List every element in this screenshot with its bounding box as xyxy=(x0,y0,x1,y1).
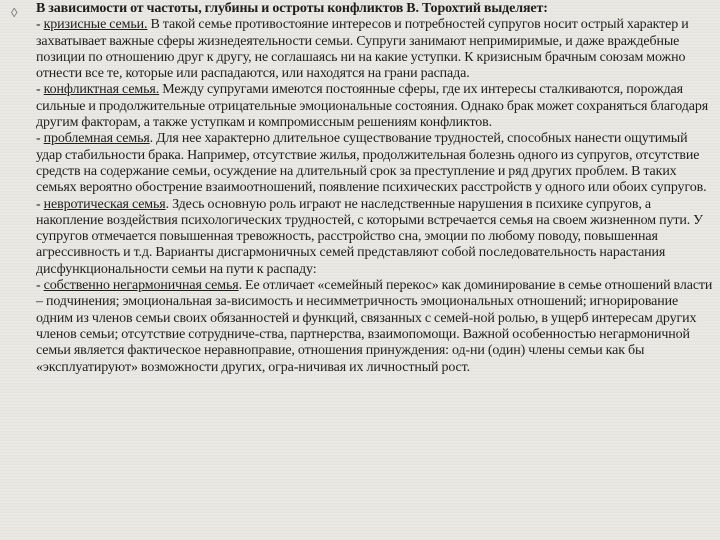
bullet-icon: ◊ xyxy=(11,5,18,20)
type-prefix: - xyxy=(36,278,44,294)
family-type-disharmonious xyxy=(36,278,714,376)
type-description-neurotic: . Здесь основную роль играют не наследственные нарушения в психике супругов, а накопление воздействия психологических трудностей, с которыми встречается семья на своем жизненном пути. У супругов отмечается повышенная тревожность, расстройство сна, эмоции по любому поводу, повышенная агрессивность и т.д. Варианты дисгармоничных семей представляют собой последовательность нарастания дисфункциональности семьи на пути к распаду: xyxy=(36,196,703,277)
type-name-problem: проблемная семья xyxy=(43,131,150,147)
type-prefix: - xyxy=(36,17,44,33)
slide-heading: В зависимости от частоты, глубины и остроты конфликтов В. Торохтий выделяет: xyxy=(36,1,548,16)
type-name-conflict: конфликтная семья. xyxy=(43,82,160,98)
slide-content xyxy=(36,1,714,376)
type-description-problem: . Для нее характерно длительное существование трудностей, способных нанести ощутимый удар стабильности брака. Например, отсутствие жилья, продолжительная болезнь одного из супругов, отсутствие средств на содержание семьи, осуждение на длительный срок за преступление и ряд других проблем. В таких семьях вероятно обострение взаимоотношений, появление психических расстройств у одного или обоих супругов. xyxy=(36,131,707,196)
type-description-disharmonious: . Ее отличает «семейный перекос» как доминирование в семье отношений власти – подчинения; эмоциональная за-висимость и несимметричность эмоциональных отношений; игнорирование одним из членов семьи своих обязанностей и функций, связанных с семей-ной ролью, в ущерб интересам других членов семьи; отсутствие сотрудниче-ства, партнерства, взаимопомощи. Важной особенностью негармоничной семьи является фактическое неравноправие, отношения принуждения: од-ни (один) члены семьи как бы «эксплуатируют» возможности других, огра-ничивая их личностный рост. xyxy=(36,278,713,375)
type-name-disharmonious: собственно негармоничная семья xyxy=(43,278,239,294)
family-type-crisis xyxy=(36,17,714,82)
type-description-crisis: В такой семье противостояние интересов и потребностей супругов носит острый характер и захватывает важные сферы жизнедеятельности семьи. Супруги занимают непримиримые, и даже враждебные позиции по отношению друг к другу, не соглашаясь ни на какие уступки. К кризисным брачным союзам можно отнести все те, которые или распадаются, или находятся на грани распада. xyxy=(36,17,689,82)
type-prefix: - xyxy=(36,196,44,212)
type-prefix: - xyxy=(36,82,44,98)
type-prefix: - xyxy=(36,131,44,147)
type-description-conflict: Между супругами имеются постоянные сферы, где их интересы сталкиваются, порождая сильные и продолжительные отрицательные эмоциональные состояния. Однако брак может сохраняться благодаря другим факторам, а также уступкам и компромиссным решениям конфликтов. xyxy=(36,82,709,131)
type-name-crisis: кризисные семьи. xyxy=(43,17,148,33)
family-type-conflict xyxy=(36,82,714,131)
family-type-neurotic xyxy=(36,197,714,278)
family-type-problem xyxy=(36,131,714,196)
type-name-neurotic: невротическая семья xyxy=(43,196,166,212)
